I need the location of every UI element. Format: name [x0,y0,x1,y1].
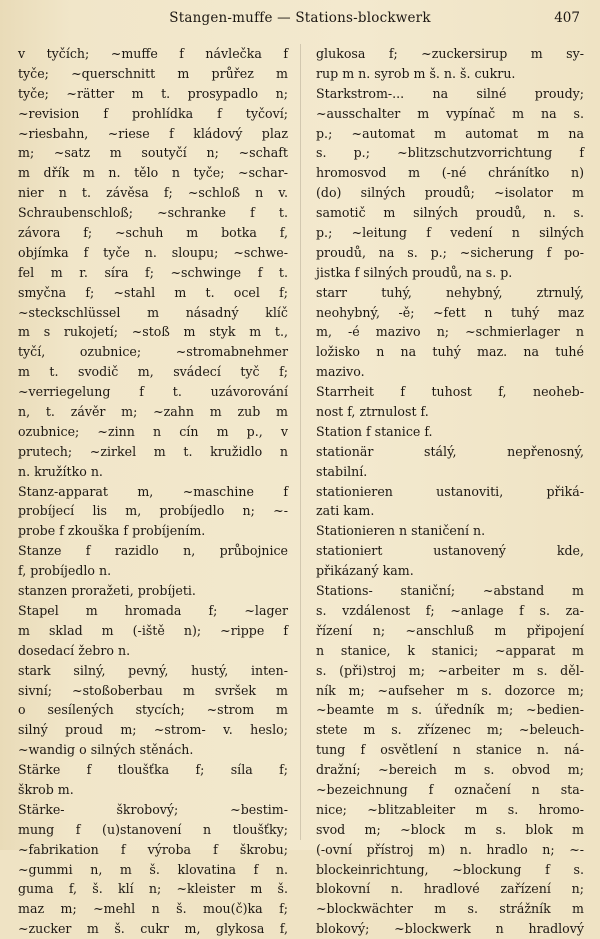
text-line: ~revision f prohlídka f tyčoví; [18,105,288,121]
text-line: ~riesbahn, ~riese f kládový plaz [18,125,288,141]
text-line: (do) silných proudů; ~isolator m [316,185,584,201]
text-line: blockeinrichtung, ~blockung f s. [316,861,584,877]
text-line: silný proud m; ~strom- v. heslo; [18,722,288,738]
text-line: řízení n; ~anschluß m připojení [316,622,584,638]
text-line: n. kružítko n. [18,463,103,479]
text-line: m s rukojetí; ~stoß m styk m t., [18,324,288,340]
text-line: ~beamte m s. úředník m; ~bedien- [316,702,584,718]
text-line: Stärke f tloušťka f; síla f; [18,762,288,778]
text-line: přikázaný kam. [316,563,414,579]
text-line: tung f osvětlení n stanice n. ná- [316,742,584,758]
text-line: m dřík m n. tělo n tyče; ~schar- [18,165,288,181]
text-line: smyčna f; ~stahl m t. ocel f; [18,284,288,300]
text-line: zati kam. [316,503,375,519]
text-line: ~verriegelung f t. uzávorování [18,384,288,400]
text-line: prutech; ~zirkel m t. kružidlo n [18,443,288,459]
text-line: stark silný, pevný, hustý, inten- [18,662,288,678]
text-line: rup m n. syrob m š. n. š. cukru. [316,65,516,81]
text-line: stationiert ustanovený kde, [316,543,584,559]
text-line: ~wandig o silných stěnách. [18,742,194,758]
text-line: nost f, ztrnulost f. [316,404,429,420]
text-line: tyčí, ozubnice; ~stromabnehmer [18,344,288,360]
text-line: fel m r. síra f; ~schwinge f t. [18,264,288,280]
text-line: p.; ~leitung f vedení n silných [316,225,584,241]
text-line: samotič m silných proudů, n. s. [316,205,584,221]
text-line: guma f, š. klí n; ~kleister m š. [18,881,288,897]
text-line: m t. svodič m, svádecí tyč f; [18,364,288,380]
text-line: nier n t. závěsa f; ~schloß n v. [18,185,288,201]
text-line: dosedací žebro n. [18,642,131,658]
text-line: sivní; ~stoßoberbau m svršek m [18,682,288,698]
text-line: (-ovní přístroj m) n. hradlo n; ~- [316,841,584,857]
left-column [18,44,288,939]
text-line: s. (při)stroj m; ~arbeiter m s. děl- [316,662,584,678]
text-line: probe f zkouška f probíjením. [18,523,206,539]
text-line: glukosa f; ~zuckersirup m sy- [316,46,584,61]
text-line: stationieren ustanoviti, přiká- [316,483,584,499]
text-line: nice; ~blitzableiter m s. hromo- [316,801,584,817]
text-line: Schraubenschloß; ~schranke f t. [18,205,288,221]
text-line: f, probíjedlo n. [18,563,112,579]
text-line: objímka f tyče n. sloupu; ~schwe- [18,244,288,260]
text-line: ložisko n na tuhý maz. na tuhé [316,344,584,360]
text-line: svod m; ~block m s. blok m [316,821,584,837]
text-line: n, t. závěr m; ~zahn m zub m [18,404,288,420]
text-line: mung f (u)stanovení n tloušťky; [18,821,288,837]
text-line: ~fabrikation f výroba f škrobu; [18,841,288,857]
text-line: ~steckschlüssel m násadný klíč [18,304,288,320]
text-line: ník m; ~aufseher m s. dozorce m; [316,682,584,698]
text-line: stationär stálý, nepřenosný, [316,443,584,459]
text-line: n stanice, k stanici; ~apparat m [316,642,584,658]
text-line: ~gummi n, m š. klovatina f n. [18,861,288,877]
text-line: ~zucker m š. cukr m, glykosa f, [18,921,288,937]
text-line: starr tuhý, nehybný, ztrnulý, [316,284,584,300]
text-line: ~ausschalter m vypínač m na s. [316,105,584,121]
text-line: Stanze f razidlo n, průbojnice [18,543,288,559]
right-column [316,44,584,939]
text-line: ozubnice; ~zinn n cín m p., v [18,423,288,439]
text-line: jistka f silných proudů, na s. p. [316,264,513,280]
text-line: Stationieren n staničení n. [316,523,486,539]
column-gutter [300,44,301,840]
text-line: neohybný, -ě; ~fett n tuhý maz [316,304,584,320]
text-line: m sklad m (-iště n); ~rippe f [18,622,288,638]
text-line: blokový; ~blockwerk n hradlový [316,921,584,937]
text-line: m, -é mazivo n; ~schmierlager n [316,324,584,340]
text-line: závora f; ~schuh m botka f, [18,225,288,241]
text-line: blokovní n. hradlové zařízení n; [316,881,584,897]
running-header [0,10,600,34]
text-line: Stations- staniční; ~abstand m [316,583,584,599]
text-line: tyče; ~querschnitt m průřez m [18,65,288,81]
text-line: Stärke- škrobový; ~bestim- [18,801,288,817]
text-line: o sesílených stycích; ~strom m [18,702,288,718]
text-line: hromosvod m (-né chránítko n) [316,165,584,181]
text-line: probíjecí lis m, probíjedlo n; ~- [18,503,288,519]
text-line: proudů, na s. p.; ~sicherung f po- [316,244,584,260]
text-line: s. vzdálenost f; ~anlage f s. za- [316,602,584,618]
text-line: maz m; ~mehl n š. mou(č)ka f; [18,901,288,917]
text-line: stabilní. [316,463,368,479]
text-line: Starrheit f tuhost f, neoheb- [316,384,584,400]
text-line: dražní; ~bereich m s. obvod m; [316,762,584,778]
text-line: ~blockwächter m s. strážník m [316,901,584,917]
text-line: m; ~satz m soutyčí n; ~schaft [18,145,288,161]
text-line: s. p.; ~blitzschutzvorrichtung f [316,145,584,161]
page-number: 407 [554,10,580,26]
text-line: Stapel m hromada f; ~lager [18,602,288,618]
text-line: stanzen proražeti, probíjeti. [18,583,196,599]
text-line: Starkstrom-... na silné proudy; [316,85,584,101]
text-line: p.; ~automat m automat m na [316,125,584,141]
text-line: stete m s. zřízenec m; ~beleuch- [316,722,584,738]
running-title: Stangen-muffe — Stations-blockwerk [169,10,431,26]
text-line: tyče; ~rätter m t. prosypadlo n; [18,85,288,101]
text-line: Station f stanice f. [316,423,433,439]
text-line: ~bezeichnung f označení n sta- [316,781,584,797]
text-line: Stanz-apparat m, ~maschine f [18,483,288,499]
text-line: mazivo. [316,364,365,380]
text-line: škrob m. [18,781,74,797]
text-line: v tyčích; ~muffe f návlečka f [18,46,288,61]
